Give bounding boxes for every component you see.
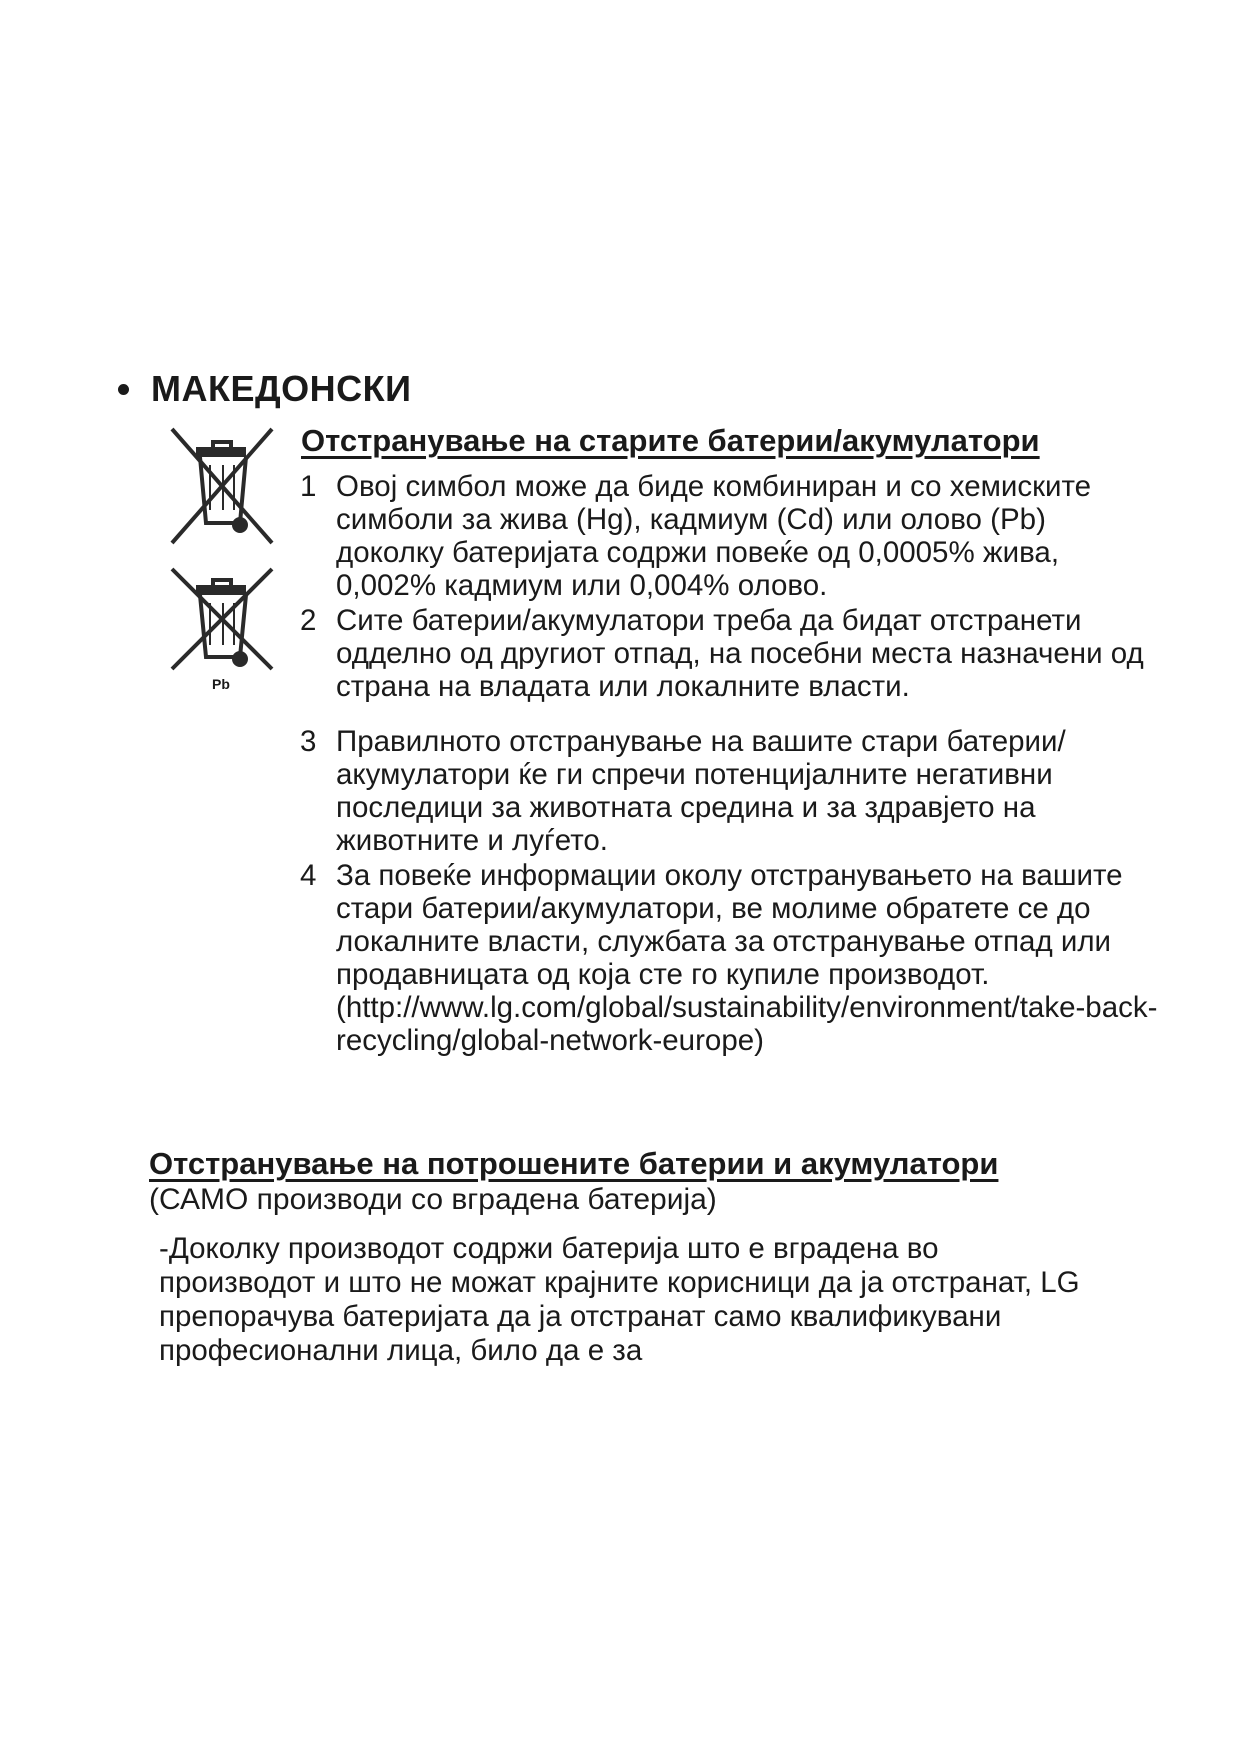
crossed-out-wheelie-bin-icon bbox=[168, 425, 278, 550]
list-item bbox=[300, 859, 1160, 1057]
crossed-out-wheelie-bin-pb-icon bbox=[168, 565, 278, 675]
bullet-icon bbox=[118, 384, 129, 395]
list-item bbox=[300, 470, 1160, 602]
item-number: 2 bbox=[300, 604, 317, 637]
list-item bbox=[300, 604, 1160, 703]
list-item bbox=[300, 725, 1160, 857]
item-text: Правилното отстранување на вашите стари батерии/акумулатори ќе ги спречи потенцијалните негативни последици за животната средина и за здравјето на животните и луѓето. bbox=[336, 725, 1066, 857]
pb-label: Pb bbox=[212, 676, 230, 692]
numbered-list bbox=[300, 470, 1160, 1059]
language-heading bbox=[118, 368, 411, 410]
item-number: 3 bbox=[300, 725, 317, 758]
item-number: 1 bbox=[300, 470, 317, 503]
item-text: За повеќе информации околу отстранувањето на вашите стари батерии/акумулатори, ве молиме обратете се до локалните власти, службата за отстранување отпад или продавницата од која сте го купиле производот. (http://www.lg.com/global/sustainability/environment/take-back-recycling/global-network-europe) bbox=[336, 859, 1158, 1057]
section-title-spent-batteries: Отстранување на потрошените батерии и акумулатори bbox=[149, 1146, 999, 1181]
item-text: Овој симбол може да биде комбиниран и со хемиските симболи за жива (Hg), кадмиум (Cd) или олово (Pb) доколку батеријата содржи повеќе од 0,0005% жива, 0,002% кадмиум или 0,004% олово. bbox=[336, 470, 1092, 602]
language-heading-text: МАКЕДОНСКИ bbox=[151, 368, 412, 409]
section-title-old-batteries: Отстранување на старите батерии/акумулатори bbox=[301, 423, 1040, 458]
built-in-battery-paragraph: -Доколку производот содржи батерија што е вградена во производот и што не можат крајните корисници да ја отстранат, LG препорачува батеријата да ја отстранат само квалификувани професионални лица, било да е за bbox=[159, 1232, 1080, 1367]
item-number: 4 bbox=[300, 859, 317, 892]
item-text: Сите батерии/акумулатори треба да бидат отстранети одделно од другиот отпад, на посебни места назначени од страна на владата или локалните власти. bbox=[336, 604, 1144, 703]
section-subtitle: (САМО производи со вградена батерија) bbox=[149, 1183, 717, 1216]
